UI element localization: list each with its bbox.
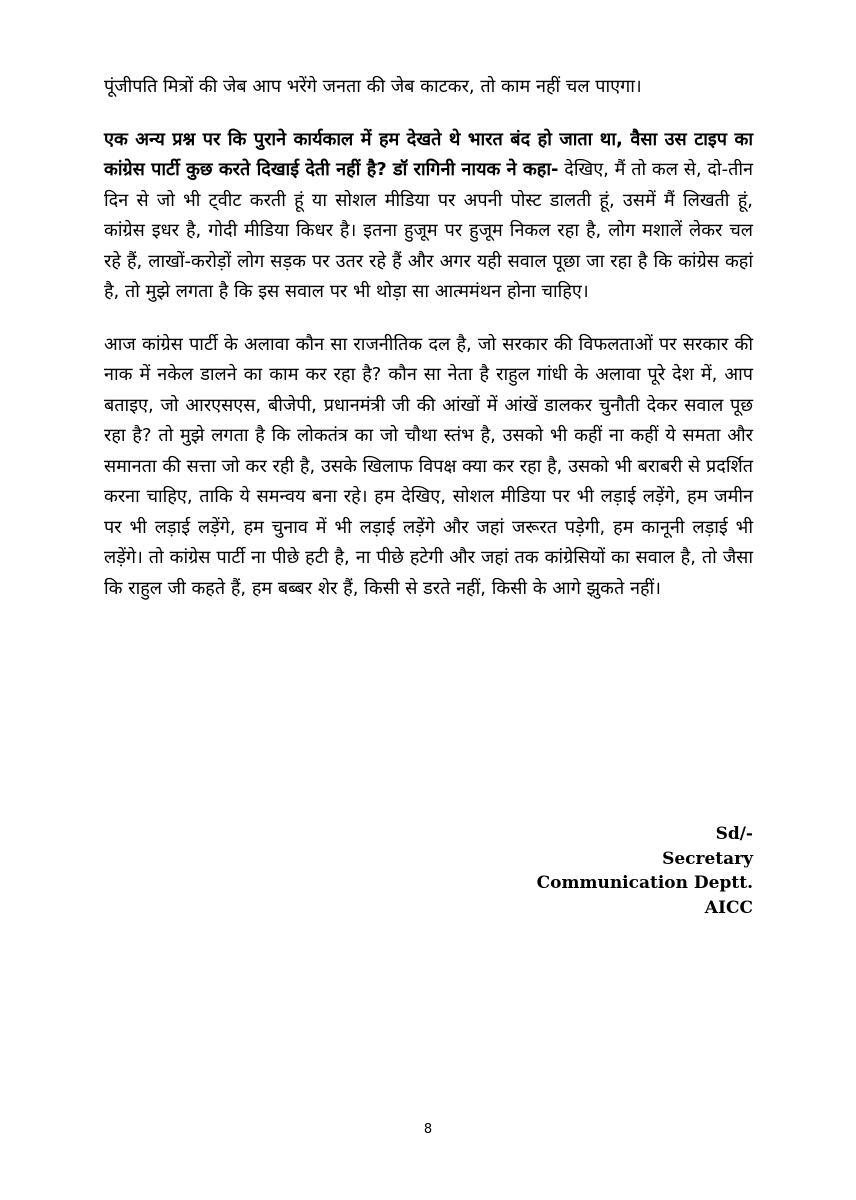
- paragraph-1: [104, 72, 753, 103]
- paragraph-3: [104, 330, 753, 605]
- signature-designation: Secretary: [662, 848, 753, 869]
- signature-organization: AICC: [704, 897, 753, 918]
- signature-block: [537, 822, 753, 920]
- signature-sd: Sd/-: [715, 824, 753, 844]
- paragraph-2: [104, 125, 753, 308]
- question-text: एक अन्य प्रश्न पर कि पुराने कार्यकाल में हम देखते थे भारत बंद हो जाता था, वैसा उस टाइप का कांग्रेस पार्टी कुछ करते दिखाई देती नहीं है? डॉ रागिनी नायक ने कहा-: [104, 128, 753, 180]
- page-number: 8: [423, 1122, 433, 1137]
- paragraph-text: पूंजीपति मित्रों की जेब आप भरेंगे जनता की जेब काटकर, तो काम नहीं चल पाएगा।: [104, 76, 642, 97]
- paragraph-text: आज कांग्रेस पार्टी के अलावा कौन सा राजनीतिक दल है, जो सरकार की विफलताओं पर सरकार की नाक में नकेल डालने का काम कर रहा है? कौन सा नेता है राहुल गांधी के अलावा पूरे देश में, आप बताइए, जो आरएसएस, बीजेपी, प्रधानमंत्री जी की आंखों में आंखें डालकर चुनौती देकर सवाल पूछ रहा है? तो मुझे लगता है कि लोकतंत्र का जो चौथा स्तंभ है, उसको भी कहीं ना कहीं ये समता और समानता की सत्ता जो कर रही है, उसके खिलाफ विपक्ष क्या कर रहा है, उसको भी बराबरी से प्रदर्शित करना चाहिए, ताकि ये समन्वय बना रहे। हम देखिए, सोशल मीडिया पर भी लड़ाई लड़ेंगे, हम जमीन पर भी लड़ाई लड़ेंगे, हम चुनाव में भी लड़ाई लड़ेंगे और जहां जरूरत पड़ेगी, हम कानूनी लड़ाई भी लड़ेंगे। तो कांग्रेस पार्टी ना पीछे हटी है, ना पीछे हटेगी और जहां तक कांग्रेसियों का सवाल है, तो जैसा कि राहुल जी कहते हैं, हम बब्बर शेर हैं, किसी से डरते नहीं, किसी के आगे झुकते नहीं।: [104, 333, 753, 599]
- signature-department: Communication Deptt.: [536, 873, 753, 893]
- answer-text: देखिए, मैं तो कल से, दो-तीन दिन से जो भी ट्वीट करती हूं या सोशल मीडिया पर अपनी पोस्ट डालती हूं, उसमें मैं लिखती हूं, कांग्रेस इधर है, गोदी मीडिया किधर है। इतना हुजूम पर हुजूम निकल रहा है, लोग मशालें लेकर चल रहे हैं, लाखों-करोड़ों लोग सड़क पर उतर रहे हैं और अगर यही सवाल पूछा जा रहा है कि कांग्रेस कहां है, तो मुझे लगता है कि इस सवाल पर भी थोड़ा सा आत्ममंथन होना चाहिए।: [104, 159, 753, 302]
